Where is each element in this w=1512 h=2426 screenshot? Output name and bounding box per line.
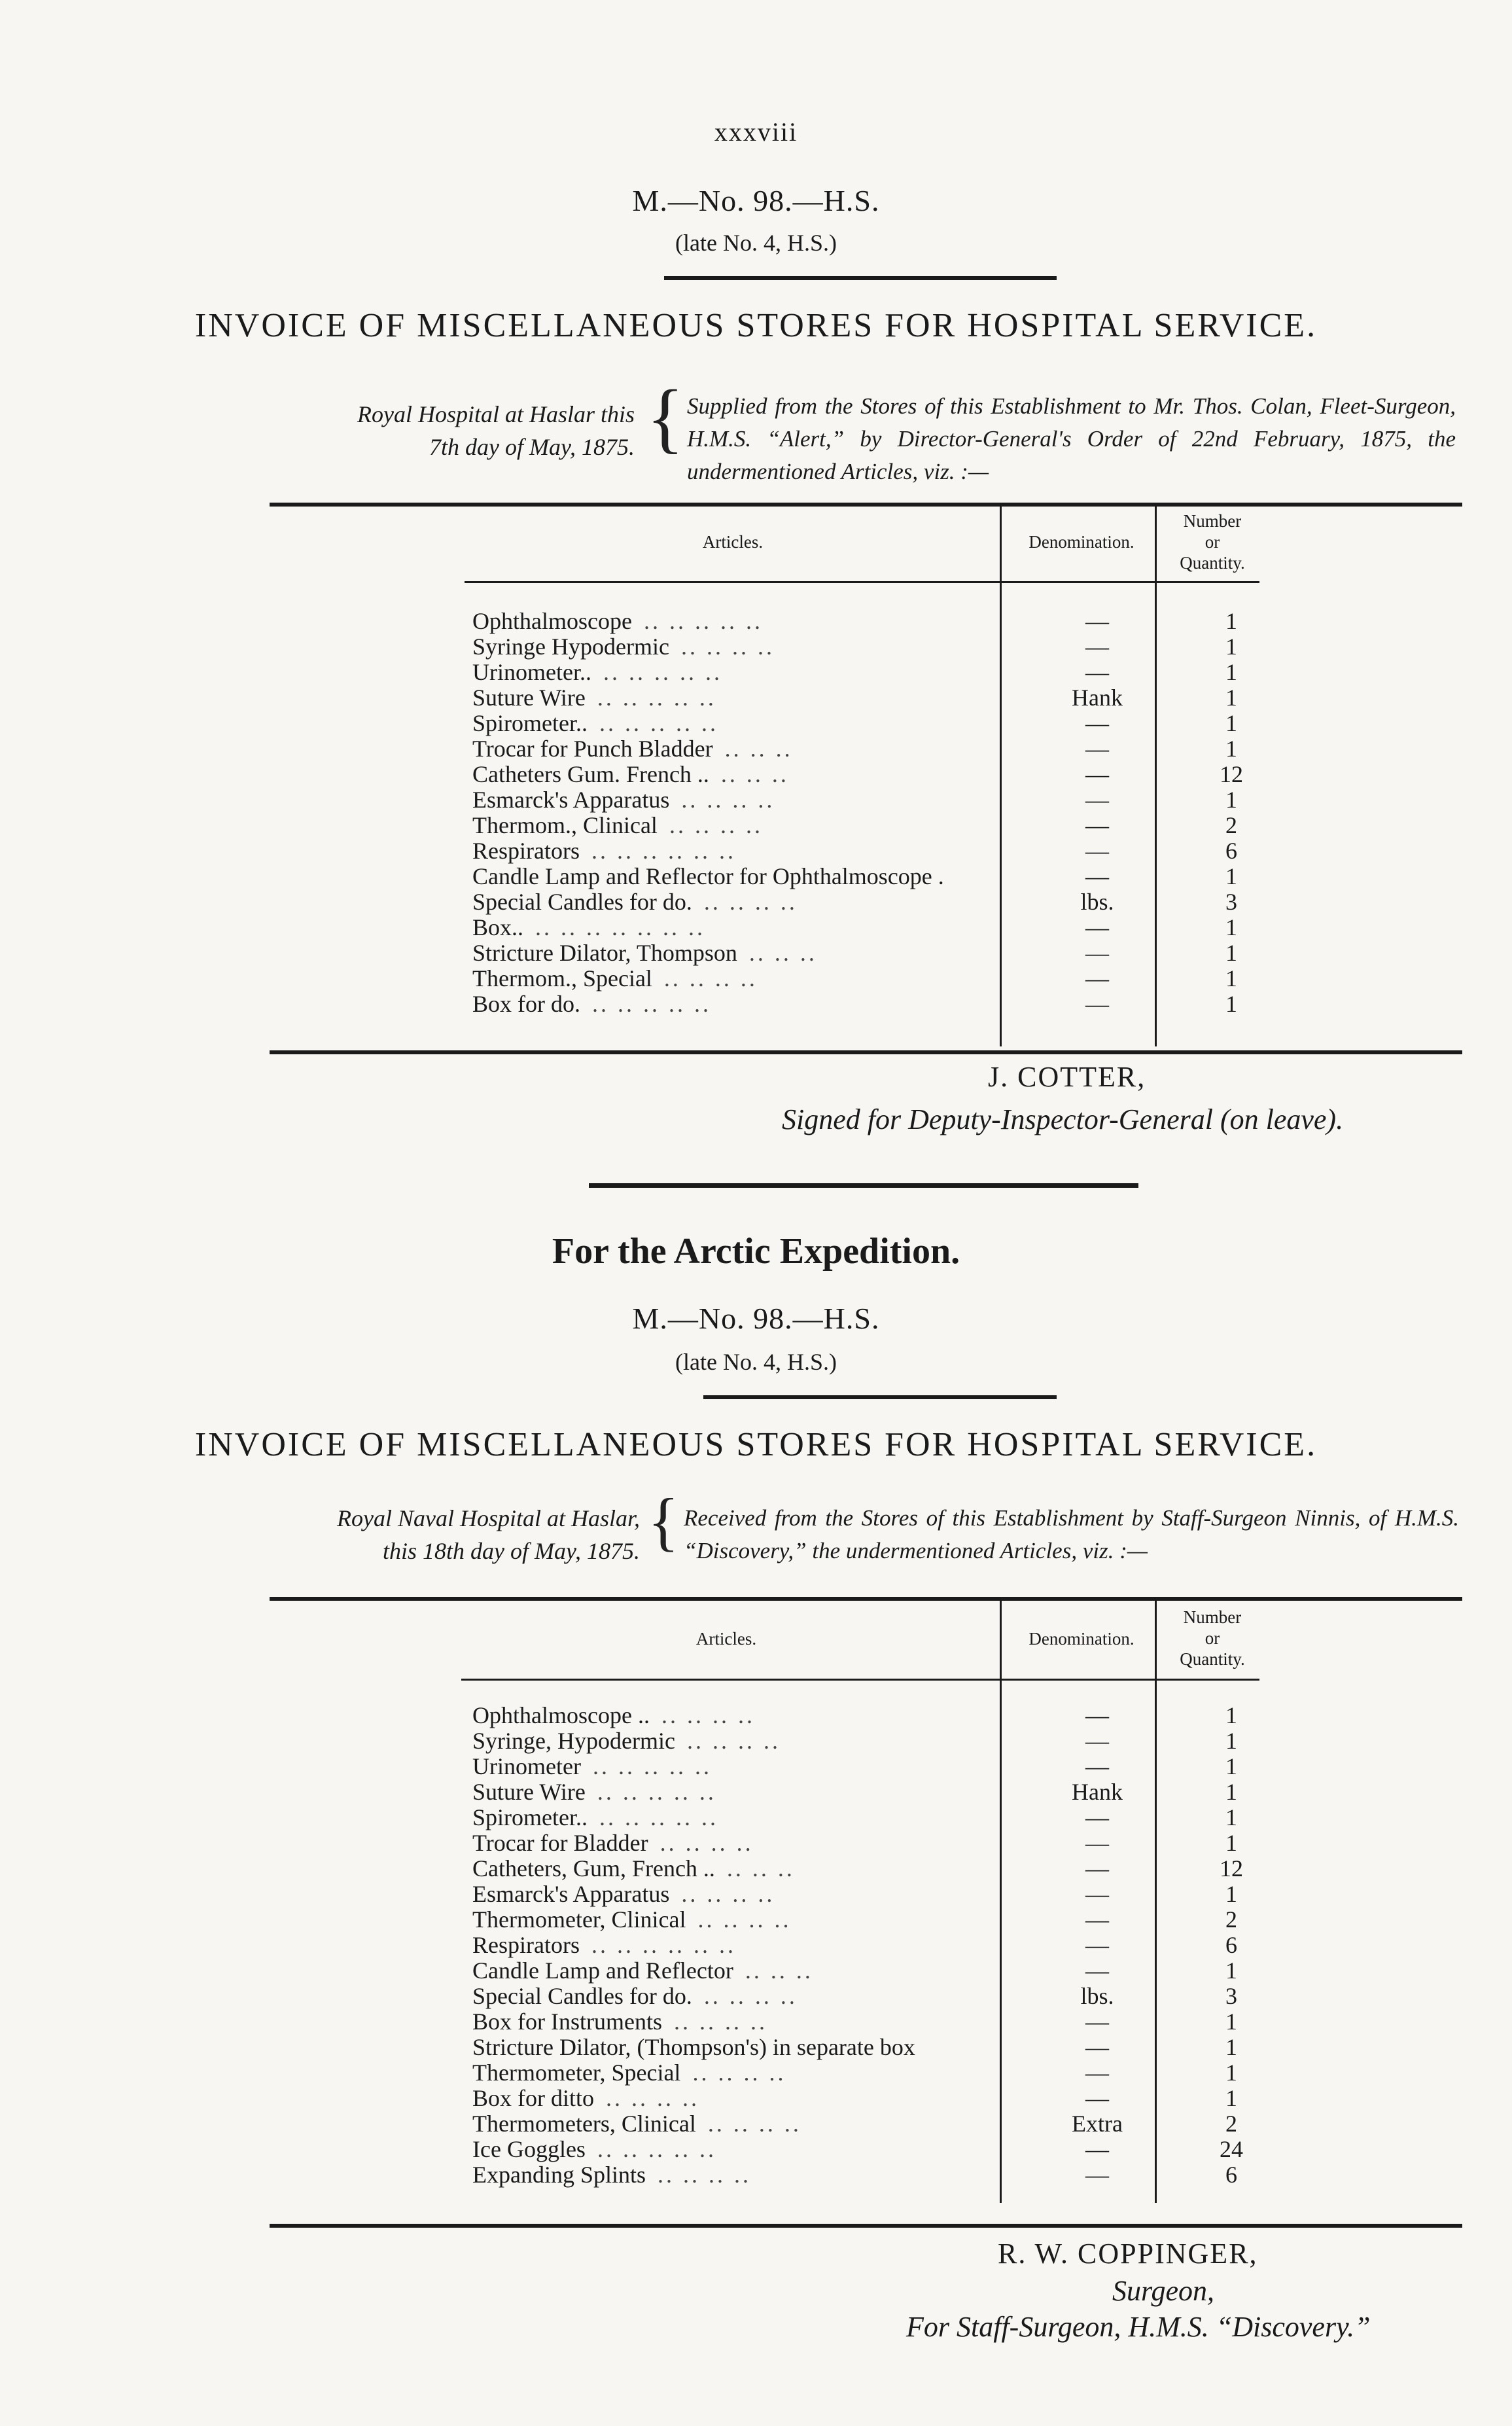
leader-dots: .. .. .. ..: [681, 1882, 775, 1907]
table-row: [472, 889, 1297, 915]
article-name: Catheters, Gum, French ..: [472, 1856, 715, 1882]
quantity-cell: 1: [1225, 1779, 1237, 1805]
quantity-cell: 1: [1225, 1702, 1237, 1728]
table-row: [472, 1958, 1297, 1984]
article-name: Thermometer, Clinical: [472, 1907, 686, 1933]
denomination-cell: —: [1085, 863, 1109, 889]
table-row: [472, 966, 1297, 991]
article-cell: [472, 2162, 999, 2188]
article-name: Esmarck's Apparatus: [472, 787, 670, 813]
quantity-cell: 1: [1225, 2008, 1237, 2035]
article-cell: [472, 2086, 999, 2111]
table-row: [472, 2086, 1297, 2111]
article-name: Respirators: [472, 1933, 580, 1958]
quantity-cell: 1: [1225, 1957, 1237, 1984]
denomination-cell: —: [1085, 965, 1109, 991]
table-row: [472, 736, 1297, 762]
denomination-cell: —: [1085, 1702, 1109, 1728]
header-denomination: Denomination.: [1029, 1629, 1134, 1649]
header-quantity-line: or: [1204, 1628, 1220, 1648]
table-row: [472, 787, 1297, 813]
leader-dots: .. .. .. .. .. .. ..: [535, 915, 706, 940]
article-cell: [472, 634, 999, 660]
leader-dots: .. .. .. ..: [606, 2086, 699, 2111]
quantity-cell: 1: [1225, 1753, 1237, 1779]
header-quantity: [1160, 510, 1265, 573]
table-row: [472, 2111, 1297, 2137]
header-quantity-line: Number: [1183, 511, 1242, 531]
leader-dots: .. .. .. ..: [686, 1728, 781, 1754]
table-row: [472, 2162, 1297, 2188]
denomination-cell: —: [1085, 2162, 1109, 2188]
quantity-cell: 24: [1220, 2136, 1243, 2162]
leader-dots: .. .. ..: [748, 940, 817, 966]
denomination-cell: —: [1085, 812, 1109, 838]
article-cell: [472, 966, 999, 991]
table-top-rule: [270, 1597, 1462, 1601]
article-name: Spirometer..: [472, 1805, 588, 1830]
table-row: [472, 1728, 1297, 1754]
items-table: [472, 1703, 1297, 2188]
article-name: Box..: [472, 915, 524, 940]
denomination-cell: —: [1085, 2034, 1109, 2060]
quantity-cell: 6: [1225, 838, 1237, 864]
brace: {: [648, 1485, 679, 1558]
denomination-cell: —: [1085, 991, 1109, 1017]
invoice-title: INVOICE OF MISCELLANEOUS STORES FOR HOSPITAL SERVICE.: [194, 1426, 1318, 1463]
table-row: [472, 864, 1297, 889]
leader-dots: .. .. ..: [726, 1856, 795, 1882]
article-name: Suture Wire: [472, 1779, 586, 1805]
quantity-cell: 1: [1225, 2034, 1237, 2060]
article-cell: [472, 2111, 999, 2137]
late-number: (late No. 4, H.S.): [675, 230, 837, 256]
denomination-cell: —: [1085, 1830, 1109, 1856]
quantity-cell: 1: [1225, 863, 1237, 889]
header-quantity-line: or: [1204, 532, 1220, 552]
signature-name: R. W. COPPINGER,: [998, 2238, 1258, 2270]
quantity-cell: 1: [1225, 710, 1237, 736]
quantity-cell: 1: [1225, 633, 1237, 660]
table-row: [472, 1779, 1297, 1805]
denomination-cell: —: [1085, 2085, 1109, 2111]
header-quantity-line: Quantity.: [1180, 553, 1245, 573]
leader-dots: .. .. .. .. .. ..: [591, 1933, 736, 1958]
denomination-cell: —: [1085, 2008, 1109, 2035]
article-name: Candle Lamp and Reflector for Ophthalmoscope .: [472, 864, 944, 889]
quantity-cell: 12: [1220, 1855, 1243, 1882]
article-cell: [472, 2035, 999, 2060]
supplied-text: Supplied from the Stores of this Establishment to Mr. Thos. Colan, Fleet-Surgeon, H.M.S. “Alert,” by Director-General's Order of 22nd February, 1875, the undermentioned Articles, viz. :—: [687, 393, 1456, 484]
article-name: Ophthalmoscope: [472, 609, 632, 634]
article-name: Special Candles for do.: [472, 889, 692, 915]
table-row: [472, 1882, 1297, 1907]
article-name: Urinometer: [472, 1754, 581, 1779]
supplied-text: Received from the Stores of this Establishment by Staff-Surgeon Ninnis, of H.M.S. “Discovery,” the undermentioned Articles, viz. :—: [684, 1505, 1459, 1563]
signature-role: Signed for Deputy-Inspector-General (on leave).: [782, 1103, 1344, 1135]
quantity-cell: 1: [1225, 1881, 1237, 1907]
article-cell: [472, 660, 999, 685]
invoice-title: INVOICE OF MISCELLANEOUS STORES FOR HOSPITAL SERVICE.: [194, 307, 1318, 344]
table-row: [472, 660, 1297, 685]
leader-dots: .. .. .. .. ..: [597, 685, 716, 711]
quantity-cell: 1: [1225, 608, 1237, 634]
page-number: xxxviii: [714, 117, 798, 147]
brace: {: [646, 374, 684, 461]
leader-dots: .. .. .. ..: [669, 813, 763, 838]
article-name: Stricture Dilator, Thompson: [472, 940, 737, 966]
quantity-cell: 12: [1220, 761, 1243, 787]
article-name: Special Candles for do.: [472, 1984, 692, 2009]
signature-role: Surgeon,: [1112, 2275, 1215, 2307]
date-line: 7th day of May, 1875.: [429, 434, 635, 460]
leader-dots: .. .. .. .. ..: [599, 711, 718, 736]
leader-dots: .. .. .. ..: [703, 889, 798, 915]
date-line: this 18th day of May, 1875.: [383, 1538, 640, 1564]
table-top-rule: [270, 503, 1462, 507]
article-cell: [472, 1805, 999, 1830]
quantity-cell: 1: [1225, 736, 1237, 762]
header-denomination: Denomination.: [1029, 532, 1134, 552]
article-name: Thermometer, Special: [472, 2060, 681, 2086]
quantity-cell: 2: [1225, 1906, 1237, 1933]
denomination-cell: —: [1085, 2060, 1109, 2086]
table-row: [472, 1856, 1297, 1882]
header-quantity-line: Quantity.: [1180, 1649, 1245, 1669]
leader-dots: .. .. .. .. ..: [592, 991, 711, 1017]
denomination-cell: —: [1085, 1753, 1109, 1779]
place-date: [249, 1502, 640, 1567]
arctic-heading: For the Arctic Expedition.: [552, 1231, 960, 1272]
article-name: Respirators: [472, 838, 580, 864]
article-cell: [472, 1907, 999, 1933]
leader-dots: .. .. ..: [720, 762, 789, 787]
table-row: [472, 711, 1297, 736]
denomination-cell: —: [1085, 608, 1109, 634]
article-cell: [472, 2060, 999, 2086]
article-name: Candle Lamp and Reflector: [472, 1958, 733, 1984]
leader-dots: .. .. .. ..: [673, 2009, 767, 2035]
article-cell: [472, 1933, 999, 1958]
article-cell: [472, 991, 999, 1017]
leader-dots: .. .. ..: [724, 736, 793, 762]
quantity-cell: 1: [1225, 940, 1237, 966]
article-cell: [472, 1754, 999, 1779]
denomination-cell: —: [1085, 787, 1109, 813]
article-name: Syringe Hypodermic: [472, 634, 669, 660]
short-rule: [703, 1395, 1057, 1399]
article-name: Box for ditto: [472, 2086, 594, 2111]
denomination-cell: —: [1085, 1728, 1109, 1754]
quantity-cell: 1: [1225, 2060, 1237, 2086]
quantity-cell: 1: [1225, 1804, 1237, 1830]
article-name: Box for Instruments: [472, 2009, 662, 2035]
leader-dots: .. .. .. ..: [697, 1907, 792, 1933]
header-articles: Articles.: [702, 532, 764, 552]
article-cell: [472, 762, 999, 787]
article-name: Thermom., Special: [472, 966, 652, 991]
article-cell: [472, 940, 999, 966]
denomination-cell: —: [1085, 710, 1109, 736]
quantity-cell: 3: [1225, 1983, 1237, 2009]
quantity-cell: 6: [1225, 1932, 1237, 1958]
article-cell: [472, 685, 999, 711]
denomination-cell: —: [1085, 1881, 1109, 1907]
table-row: [472, 634, 1297, 660]
quantity-cell: 1: [1225, 659, 1237, 685]
article-cell: [472, 915, 999, 940]
denomination-cell: —: [1085, 633, 1109, 660]
quantity-cell: 1: [1225, 787, 1237, 813]
article-cell: [472, 1830, 999, 1856]
section-rule: [589, 1183, 1138, 1188]
header-articles: Articles.: [695, 1629, 757, 1649]
form-number: M.—No. 98.—H.S.: [632, 1302, 880, 1335]
denomination-cell: lbs.: [1080, 889, 1114, 915]
article-cell: [472, 864, 999, 889]
table-row: [472, 2060, 1297, 2086]
quantity-cell: 3: [1225, 889, 1237, 915]
header-quantity-line: Number: [1183, 1607, 1242, 1627]
quantity-cell: 1: [1225, 1830, 1237, 1856]
table-row: [472, 813, 1297, 838]
article-name: Stricture Dilator, (Thompson's) in separate box: [472, 2035, 915, 2060]
quantity-cell: 2: [1225, 812, 1237, 838]
place-line: Royal Naval Hospital at Haslar,: [336, 1505, 640, 1531]
leader-dots: .. .. .. ..: [659, 1830, 754, 1856]
leader-dots: .. .. .. .. ..: [592, 1754, 712, 1779]
table-row: [472, 1805, 1297, 1830]
quantity-cell: 6: [1225, 2162, 1237, 2188]
article-name: Thermometers, Clinical: [472, 2111, 696, 2137]
article-cell: [472, 2009, 999, 2035]
leader-dots: .. .. .. .. ..: [603, 660, 722, 685]
article-cell: [472, 1856, 999, 1882]
short-rule: [664, 276, 1057, 280]
denomination-cell: Hank: [1072, 685, 1123, 711]
form-number: M.—No. 98.—H.S.: [632, 184, 880, 217]
table-bottom-rule: [270, 1050, 1462, 1054]
denomination-cell: —: [1085, 1906, 1109, 1933]
article-cell: [472, 1958, 999, 1984]
denomination-cell: Hank: [1072, 1779, 1123, 1805]
article-name: Suture Wire: [472, 685, 586, 711]
denomination-cell: —: [1085, 1804, 1109, 1830]
quantity-cell: 1: [1225, 965, 1237, 991]
header-quantity: [1160, 1607, 1265, 1669]
leader-dots: .. .. .. ..: [680, 634, 775, 660]
denomination-cell: —: [1085, 1855, 1109, 1882]
leader-dots: .. .. .. ..: [661, 1703, 755, 1728]
late-number: (late No. 4, H.S.): [675, 1349, 837, 1375]
denomination-cell: —: [1085, 914, 1109, 940]
table-row: [472, 2137, 1297, 2162]
leader-dots: .. .. .. .. .. ..: [591, 838, 736, 864]
leader-dots: .. .. .. .. ..: [597, 2137, 716, 2162]
table-row: [472, 685, 1297, 711]
article-name: Expanding Splints: [472, 2162, 646, 2188]
article-cell: [472, 813, 999, 838]
table-row: [472, 2009, 1297, 2035]
leader-dots: .. .. .. .. ..: [597, 1779, 716, 1805]
article-cell: [472, 711, 999, 736]
article-cell: [472, 1728, 999, 1754]
signature-name: J. COTTER,: [988, 1061, 1146, 1093]
article-cell: [472, 1882, 999, 1907]
denomination-cell: —: [1085, 838, 1109, 864]
article-name: Spirometer..: [472, 711, 588, 736]
denomination-cell: —: [1085, 761, 1109, 787]
leader-dots: .. .. .. ..: [663, 966, 758, 991]
leader-dots: .. .. ..: [745, 1958, 813, 1984]
quantity-cell: 2: [1225, 2111, 1237, 2137]
article-name: Syringe, Hypodermic: [472, 1728, 675, 1754]
table-row: [472, 915, 1297, 940]
article-name: Urinometer..: [472, 660, 591, 685]
quantity-cell: 1: [1225, 991, 1237, 1017]
denomination-cell: —: [1085, 940, 1109, 966]
denomination-cell: Extra: [1072, 2111, 1123, 2137]
article-cell: [472, 1703, 999, 1728]
article-name: Trocar for Punch Bladder: [472, 736, 713, 762]
signature-role: For Staff-Surgeon, H.M.S. “Discovery.”: [906, 2311, 1371, 2343]
table-row: [472, 1830, 1297, 1856]
table-row: [472, 1703, 1297, 1728]
leader-dots: .. .. .. ..: [658, 2162, 752, 2188]
denomination-cell: lbs.: [1080, 1983, 1114, 2009]
article-name: Box for do.: [472, 991, 580, 1017]
table-bottom-rule: [270, 2224, 1462, 2228]
quantity-cell: 1: [1225, 685, 1237, 711]
header-rule: [465, 581, 1259, 583]
items-table: [472, 609, 1297, 1017]
denomination-cell: —: [1085, 736, 1109, 762]
article-name: Catheters Gum. French ..: [472, 762, 709, 787]
quantity-cell: 1: [1225, 1728, 1237, 1754]
article-cell: [472, 2137, 999, 2162]
denomination-cell: —: [1085, 1957, 1109, 1984]
quantity-cell: 1: [1225, 2085, 1237, 2111]
leader-dots: .. .. .. .. ..: [643, 609, 763, 634]
article-name: Trocar for Bladder: [472, 1830, 648, 1856]
denomination-cell: —: [1085, 659, 1109, 685]
table-row: [472, 1933, 1297, 1958]
header-rule: [461, 1679, 1259, 1681]
place-line: Royal Hospital at Haslar this: [357, 401, 635, 427]
table-row: [472, 991, 1297, 1017]
table-row: [472, 1984, 1297, 2009]
denomination-cell: —: [1085, 2136, 1109, 2162]
table-row: [472, 609, 1297, 634]
article-name: Thermom., Clinical: [472, 813, 658, 838]
table-row: [472, 1754, 1297, 1779]
table-row: [472, 838, 1297, 864]
denomination-cell: —: [1085, 1932, 1109, 1958]
place-date: [249, 398, 635, 463]
article-name: Esmarck's Apparatus: [472, 1882, 670, 1907]
leader-dots: .. .. .. ..: [703, 1984, 798, 2009]
table-row: [472, 940, 1297, 966]
article-cell: [472, 838, 999, 864]
article-cell: [472, 1984, 999, 2009]
leader-dots: .. .. .. ..: [681, 787, 775, 813]
article-name: Ice Goggles: [472, 2137, 586, 2162]
article-name: Ophthalmoscope ..: [472, 1703, 650, 1728]
leader-dots: .. .. .. ..: [692, 2060, 786, 2086]
article-cell: [472, 889, 999, 915]
table-row: [472, 2035, 1297, 2060]
article-cell: [472, 736, 999, 762]
article-cell: [472, 609, 999, 634]
article-cell: [472, 1779, 999, 1805]
table-row: [472, 1907, 1297, 1933]
quantity-cell: 1: [1225, 914, 1237, 940]
article-cell: [472, 787, 999, 813]
leader-dots: .. .. .. .. ..: [599, 1805, 718, 1830]
leader-dots: .. .. .. ..: [707, 2111, 801, 2137]
table-row: [472, 762, 1297, 787]
